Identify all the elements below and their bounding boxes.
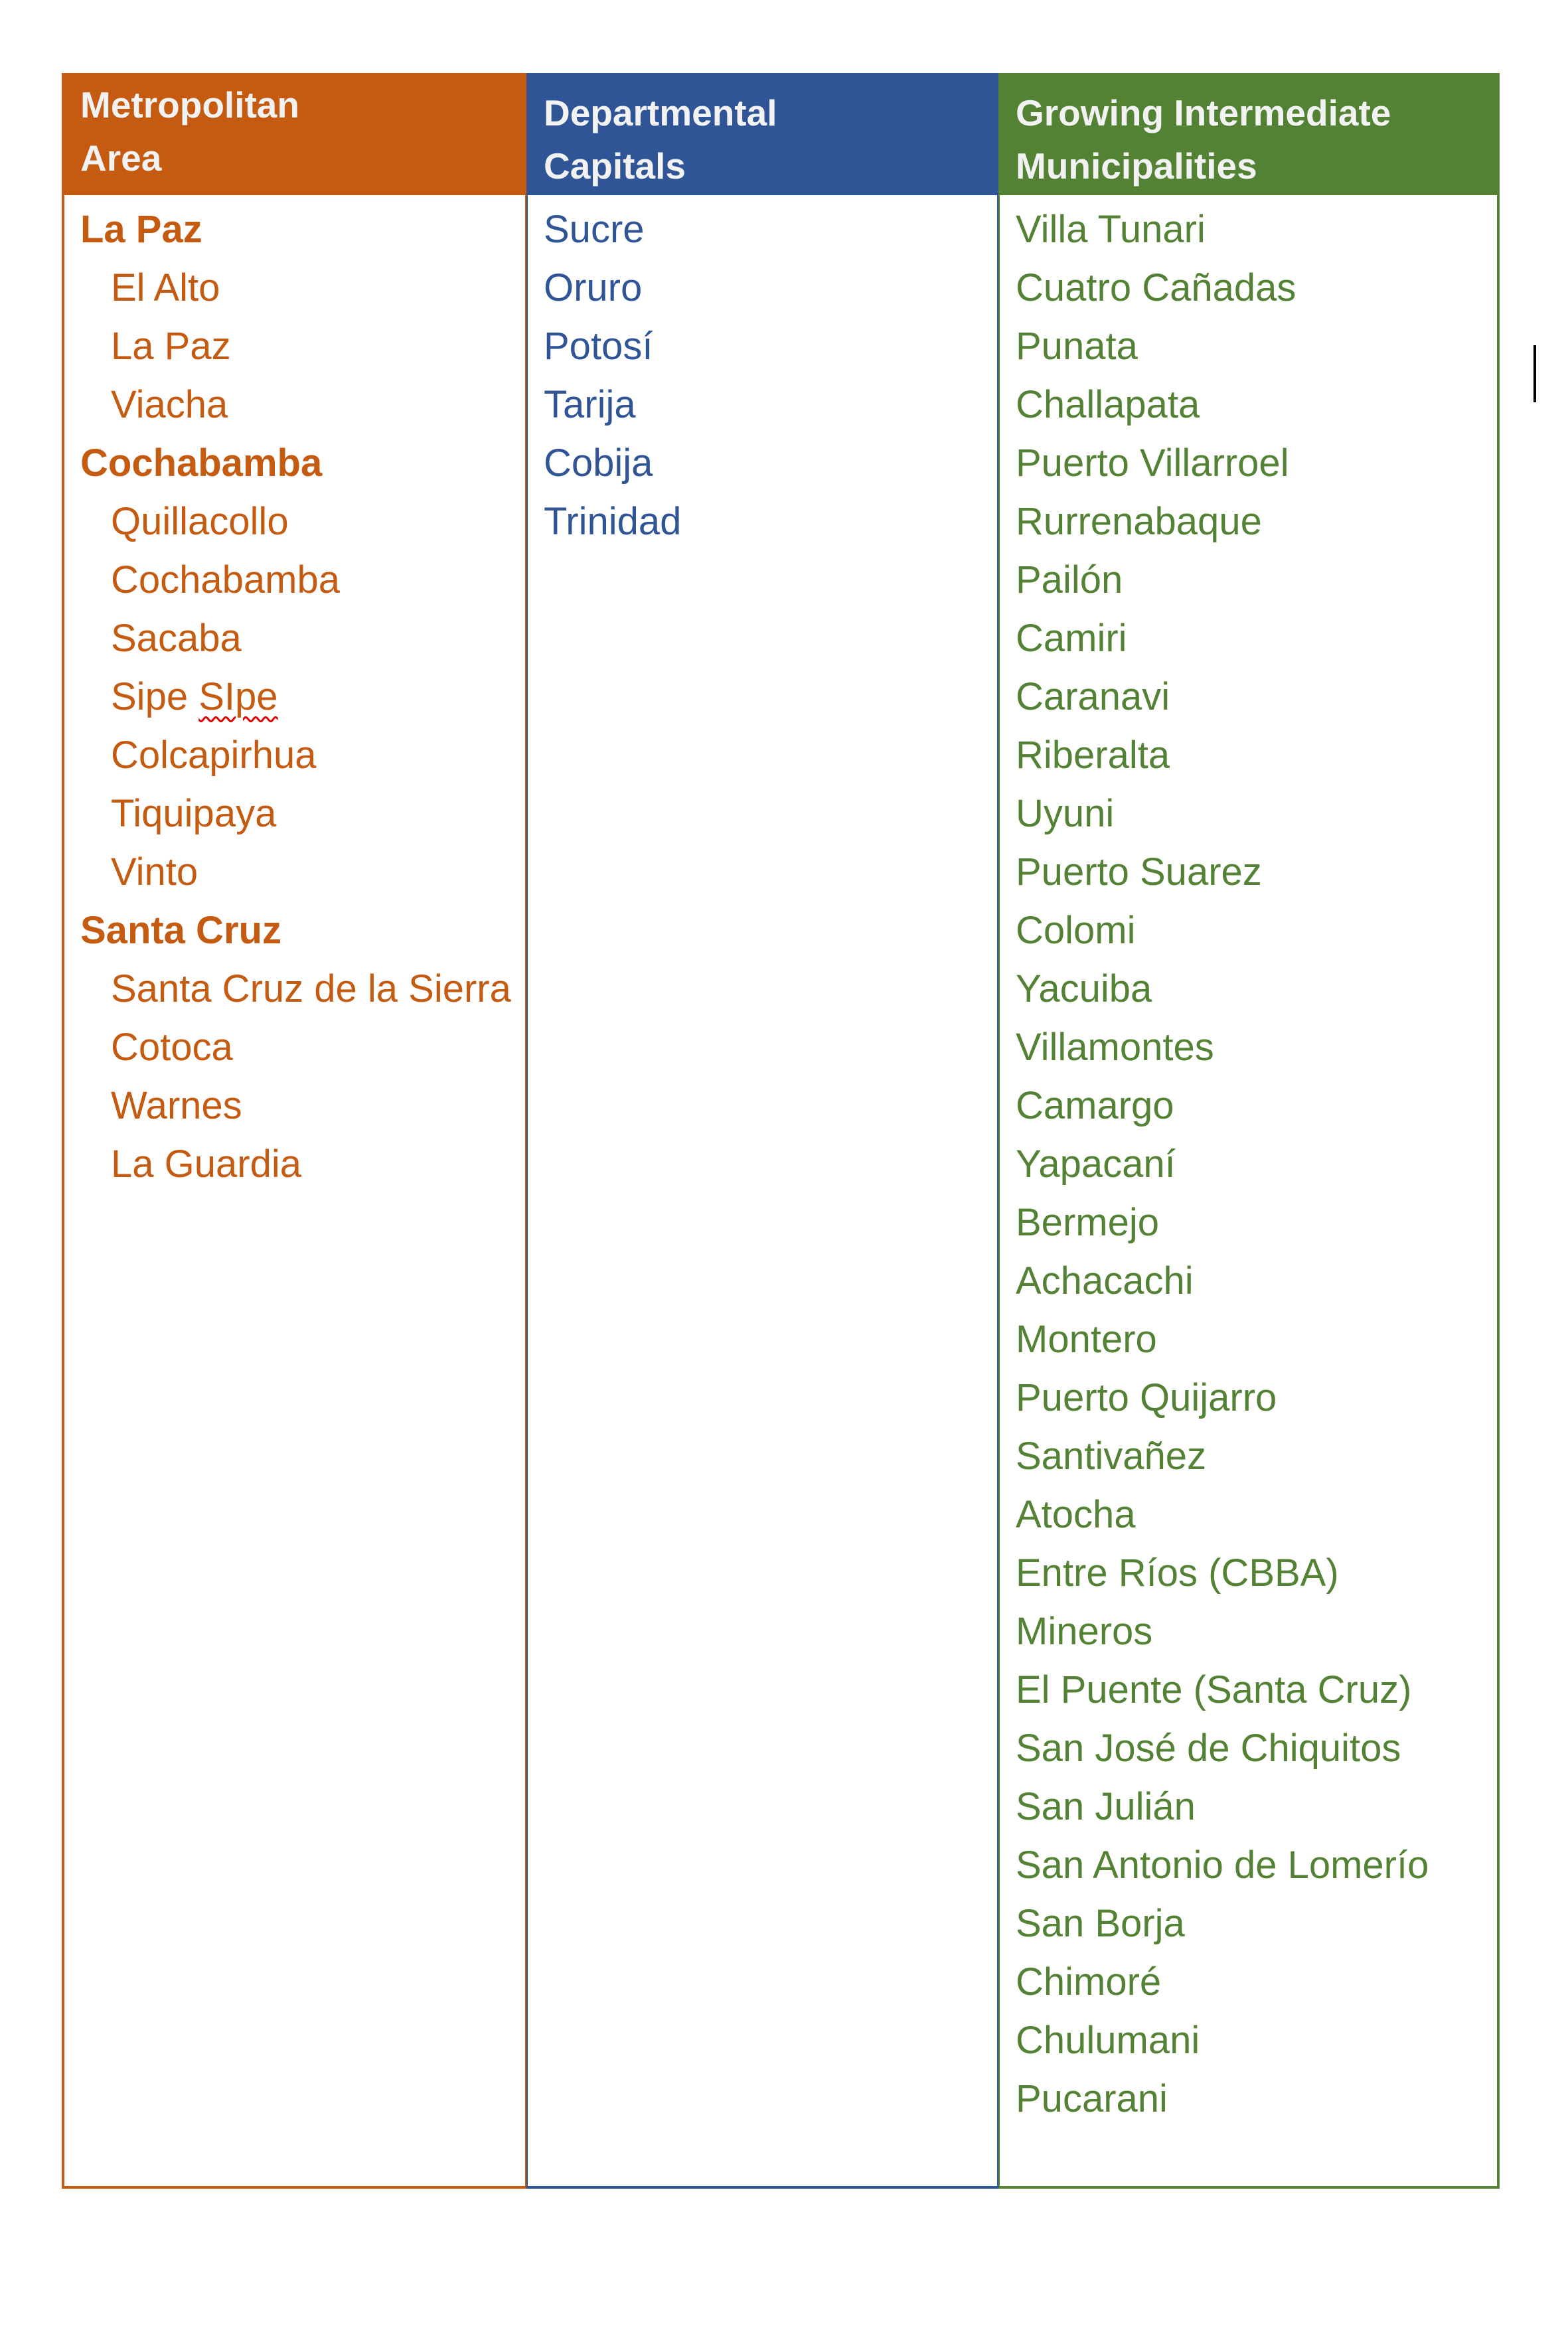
departmental-header-line1: Departmental [544, 92, 777, 133]
municipality-item[interactable]: Chulumani [1016, 2019, 1200, 2062]
departmental-capitals-column [526, 73, 998, 2189]
municipality-item[interactable]: Villamontes [1016, 1026, 1214, 1069]
municipality-item[interactable]: Villa Tunari [1016, 208, 1206, 251]
metropolitan-area-list [64, 195, 525, 1194]
metro-city[interactable]: Sacaba [111, 617, 242, 660]
metro-group-la-paz[interactable]: La Paz [80, 208, 202, 251]
capital-item[interactable]: Sucre [544, 208, 645, 251]
municipality-item[interactable]: El Puente (Santa Cruz) [1016, 1668, 1412, 1711]
municipality-item[interactable]: Colomi [1016, 909, 1136, 952]
municipality-item[interactable]: Cuatro Cañadas [1016, 266, 1296, 309]
growing-municipalities-header [1000, 76, 1497, 195]
metro-city[interactable]: Vinto [111, 850, 198, 894]
municipality-item[interactable]: Santivañez [1016, 1435, 1206, 1478]
metro-city[interactable]: Warnes [111, 1084, 242, 1127]
municipality-item[interactable]: Puerto Villarroel [1016, 441, 1289, 485]
metro-group-santa-cruz[interactable]: Santa Cruz [80, 909, 281, 952]
municipality-item[interactable]: San Antonio de Lomerío [1016, 1843, 1429, 1887]
growing-municipalities-column [998, 73, 1500, 2189]
municipality-item[interactable]: Riberalta [1016, 734, 1170, 777]
municipality-item[interactable]: Challapata [1016, 383, 1200, 426]
departmental-header-line2: Capitals [544, 145, 686, 187]
metropolitan-area-column [62, 73, 526, 2189]
growing-header-line2: Municipalities [1016, 145, 1257, 187]
municipality-item[interactable]: San Borja [1016, 1902, 1185, 1945]
municipality-item[interactable]: Bermejo [1016, 1201, 1159, 1244]
metropolitan-area-header [64, 76, 525, 195]
metro-city[interactable]: Cochabamba [111, 558, 340, 601]
departmental-capitals-list [528, 195, 997, 551]
municipality-item[interactable]: Camiri [1016, 617, 1127, 660]
capital-item[interactable]: Potosí [544, 325, 653, 368]
municipality-item[interactable]: Puerto Quijarro [1016, 1376, 1277, 1419]
municipality-item[interactable]: Yapacaní [1016, 1142, 1176, 1186]
metro-city[interactable]: Cotoca [111, 1026, 233, 1069]
metro-city-sipe[interactable] [64, 668, 525, 726]
municipality-item[interactable]: Atocha [1016, 1493, 1136, 1536]
municipality-item[interactable]: Caranavi [1016, 675, 1170, 718]
metro-city[interactable]: El Alto [111, 266, 220, 309]
municipality-item[interactable]: Mineros [1016, 1610, 1153, 1653]
metro-city[interactable]: La Paz [111, 325, 231, 368]
capital-item[interactable]: Tarija [544, 383, 636, 426]
metro-city[interactable]: Quillacollo [111, 500, 289, 543]
municipality-item[interactable]: Uyuni [1016, 792, 1115, 835]
municipality-table [62, 73, 1500, 2189]
metro-city[interactable]: La Guardia [111, 1142, 301, 1186]
municipality-item[interactable]: Chimoré [1016, 1960, 1162, 2003]
departmental-capitals-header [528, 76, 997, 195]
metro-city[interactable]: Santa Cruz de la Sierra [111, 967, 511, 1010]
municipality-item[interactable]: Pailón [1016, 558, 1123, 601]
metropolitan-header-line1: Metropolitan [80, 84, 299, 125]
municipality-item[interactable]: San Julián [1016, 1785, 1196, 1828]
text-cursor [1533, 345, 1536, 402]
capital-item[interactable]: Trinidad [544, 500, 682, 543]
metro-city[interactable]: Viacha [111, 383, 228, 426]
growing-municipalities-list [1000, 195, 1497, 2128]
growing-header-line1: Growing Intermediate [1016, 92, 1391, 133]
municipality-item[interactable]: Entre Ríos (CBBA) [1016, 1551, 1339, 1595]
municipality-item[interactable]: Camargo [1016, 1084, 1174, 1127]
capital-item[interactable]: Cobija [544, 441, 653, 485]
metro-city[interactable]: Tiquipaya [111, 792, 277, 835]
metro-group-cochabamba[interactable]: Cochabamba [80, 441, 323, 485]
metropolitan-header-line2: Area [80, 137, 162, 179]
municipality-item[interactable]: Achacachi [1016, 1259, 1194, 1302]
municipality-item[interactable]: Rurrenabaque [1016, 500, 1262, 543]
metro-city-sipe-word: Sipe [111, 675, 189, 718]
spellcheck-flagged-word[interactable]: SIpe [198, 675, 278, 718]
municipality-item[interactable]: Yacuiba [1016, 967, 1152, 1010]
municipality-item[interactable]: Pucarani [1016, 2077, 1168, 2120]
municipality-item[interactable]: Punata [1016, 325, 1138, 368]
municipality-item[interactable]: Montero [1016, 1318, 1157, 1361]
municipality-item[interactable]: Puerto Suarez [1016, 850, 1262, 894]
municipality-item[interactable]: San José de Chiquitos [1016, 1727, 1401, 1770]
metro-city[interactable]: Colcapirhua [111, 734, 317, 777]
capital-item[interactable]: Oruro [544, 266, 643, 309]
